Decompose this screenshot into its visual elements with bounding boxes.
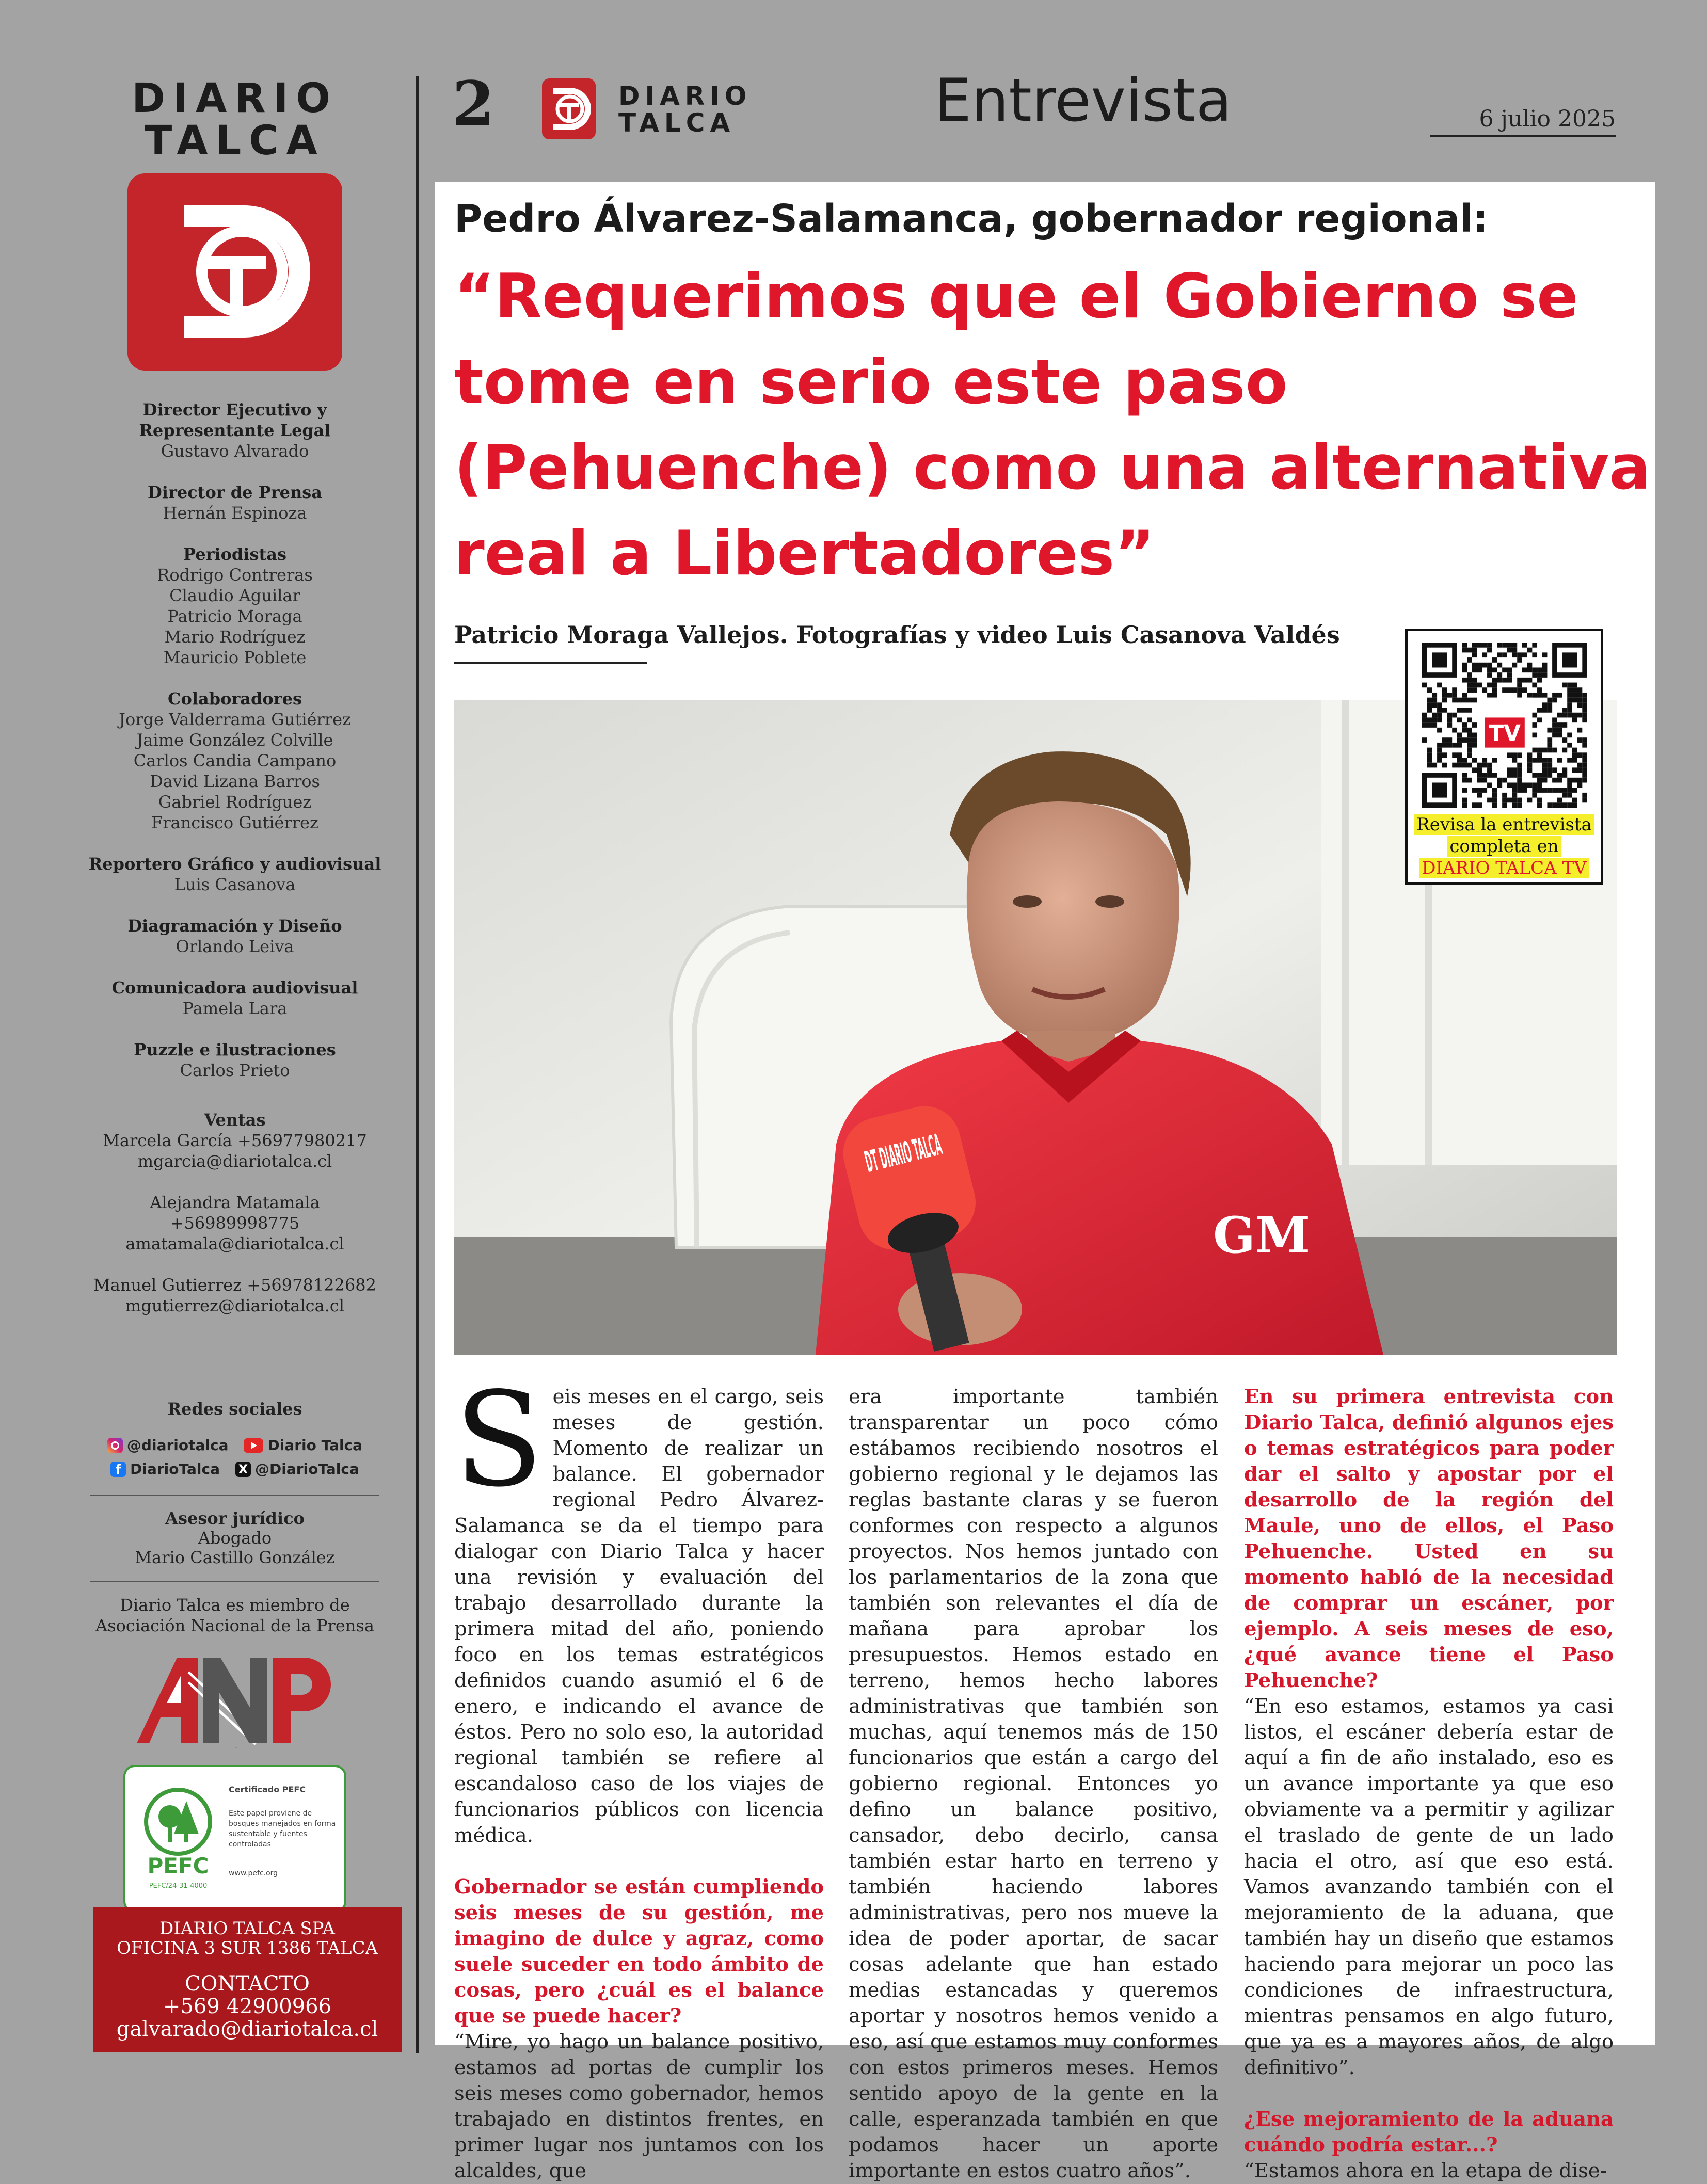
drop-cap: S [454, 1364, 544, 1516]
answer-3: “Estamos ahora en la etapa de dise- [1244, 2159, 1607, 2182]
sales-email: mgarcia@diariotalca.cl [137, 1151, 332, 1171]
legal-title: Asesor jurídico [165, 1508, 305, 1528]
qr-caption-line1: Revisa la entrevista [1414, 814, 1594, 835]
page-number: 2 [452, 68, 495, 139]
answer-1-continued: era importante también transparentar un poco cómo estábamos recibiendo nosotros el gobierno regional y le dejamos las reglas bastante claras y se fueron conformes con respecto a algunos proyectos. Nos hemos juntado con los parlamentarios de la zona que también son relevantes el día de mañana para aprobar los presupuestos. Hemos estado en terreno, hemos hecho labores administrativas que también son muchas, aquí tenemos más de 150 funcionarios que están a cargo del gobierno regional. Entonces yo defino un balance positivo, cansador, debo decirlo, cansa también estar harto en terreno y también haciendo labores administrativas, pero nos mueve la idea de poder aportar, de sacar cosas adelante que han estado medias estancadas y queremos aportar y nosotros hemos venido a eso, así que estamos muy conformes con estos primeros meses. Hemos sentido apoyo de la gente en la calle, esperanzada también en que podamos hacer un aporte importante en estos cuatro años”. [849, 1385, 1218, 2182]
social-instagram [107, 1434, 229, 1457]
sales-entry [83, 1130, 387, 1171]
issue-date: 6 julio 2025 [1430, 105, 1616, 137]
header-brand [618, 83, 752, 136]
diario-talca-logo-icon [127, 173, 342, 371]
sales-title: Ventas [204, 1110, 266, 1130]
facebook-icon: f [110, 1462, 126, 1477]
contact-email: galvarado@diariotalca.cl [116, 2017, 378, 2041]
sidebar-divider [90, 1581, 379, 1582]
social-title: Redes sociales [167, 1399, 302, 1419]
company-contact-band [93, 1907, 402, 2052]
section-title: Entrevista [934, 66, 1232, 135]
x-icon: X [235, 1462, 251, 1477]
header-brand-line1: DIARIO [618, 81, 752, 111]
sidebar-brand-line2: TALCA [145, 118, 325, 164]
staff-role: Colaboradores [168, 689, 302, 709]
member-line2: Asociación Nacional de la Prensa [95, 1616, 374, 1635]
qr-caption-line3: DIARIO TALCA TV [1419, 858, 1589, 878]
staff-role: Periodistas [183, 544, 286, 564]
staff-group [83, 854, 387, 895]
staff-group [83, 399, 387, 461]
body-column-1 [454, 1364, 824, 2184]
vertical-divider [416, 76, 419, 2053]
intro-text: eis meses en el cargo, seis meses de gestión. Momento de realizar un balance. El gobernador regional Pedro Álvarez-Salamanca se da el tiempo para dialogar con Diario Talca y hacer una revisión y evaluación del trabajo desarrollado durante la primera mitad del año, poniendo foco en los temas estratégicos definidos cuando asumió el 6 de enero, e indicando el avance de éstos. Pero no solo eso, la autoridad regional también se refiere al escandaloso caso de los viajes de funcionarios públicos con licencia médica. [454, 1385, 824, 1847]
sales-email: amatamala@diariotalca.cl [125, 1234, 344, 1254]
svg-text:PEFC/24-31-4000: PEFC/24-31-4000 [149, 1882, 208, 1890]
masthead-sidebar [83, 77, 387, 1913]
svg-text:PEFC: PEFC [147, 1853, 209, 1878]
contact-phone: +569 42900966 [163, 1995, 332, 2018]
facebook-handle: DiarioTalca [130, 1460, 220, 1478]
intro-paragraph [454, 1364, 824, 1849]
svg-text:ANP: ANP [235, 1748, 237, 1749]
staff-role: Diagramación y Diseño [127, 916, 342, 936]
instagram-icon [107, 1438, 123, 1453]
body-column-3 [1244, 1384, 1614, 2184]
question-3: ¿Ese mejoramiento de la aduana cuándo podría estar...? [1244, 2108, 1614, 2157]
social-networks [83, 1399, 387, 1481]
staff-name: Patricio Moraga [167, 606, 302, 626]
staff-role: Reportero Gráfico y audiovisual [88, 854, 381, 874]
staff-name: Rodrigo Contreras [157, 565, 313, 585]
social-facebook [110, 1457, 220, 1481]
company-name: DIARIO TALCA SPA [159, 1918, 335, 1939]
staff-name: Luis Casanova [174, 875, 296, 894]
sales-entry [83, 1275, 387, 1316]
staff-credits [83, 399, 387, 1081]
sales-name-phone: Alejandra Matamala +56989998775 [150, 1193, 320, 1233]
social-row-1 [83, 1434, 387, 1457]
qr-code-icon[interactable] [1422, 643, 1587, 808]
article-headline: “Requerimos que el Gobierno se tome en serio este paso (Pehuenche) como una alternativa real a Libertadores” [454, 261, 1651, 589]
qr-promo[interactable] [1405, 629, 1603, 885]
anp-logo-icon [132, 1651, 338, 1749]
staff-role: Director Ejecutivo y [142, 400, 327, 420]
social-row-2 [83, 1457, 387, 1481]
staff-group [83, 688, 387, 833]
pefc-url: www.pefc.org [229, 1869, 278, 1877]
instagram-handle: @diariotalca [126, 1437, 229, 1454]
sidebar-divider [90, 1495, 379, 1496]
social-youtube [244, 1434, 362, 1457]
pefc-tree-icon [137, 1780, 219, 1899]
answer-2: “En eso estamos, estamos ya casi listos, el escáner debería estar de aquí a fin de año instalado, eso es un avance importante ya que eso obviamente va a permitir y agilizar el traslado de gente de un lado hacia el otro, así que eso está. Vamos avanzando también con el mejoramiento de la aduana, que también hay un diseño que estamos haciendo para mejorar un poco las condiciones de infraestructura, mientras pensamos en algo futuro, que ya es a mayores años, de algo definitivo”. [1244, 1695, 1614, 2079]
body-column-2 [849, 1384, 1218, 2184]
qr-caption [1408, 814, 1601, 879]
pefc-text [229, 1785, 337, 1878]
legal-name: Mario Castillo González [135, 1548, 335, 1567]
answer-1: “Mire, yo hago un balance positivo, estamos ad portas de cumplir los seis meses como gobernador, hemos trabajado en distintos frentes, en primer lugar nos juntamos con los alcaldes, que [454, 2030, 824, 2182]
staff-name: David Lizana Barros [150, 772, 320, 791]
pefc-title: Certificado PEFC [229, 1785, 306, 1794]
sales-name-phone: Marcela García +56977980217 [103, 1131, 367, 1150]
sales-entry [83, 1192, 387, 1254]
member-line1: Diario Talca es miembro de [120, 1595, 350, 1615]
staff-group [83, 544, 387, 668]
staff-group [83, 977, 387, 1019]
staff-name: Carlos Candia Campano [133, 751, 337, 770]
svg-text:GM: GM [1213, 1206, 1311, 1264]
sales-contacts [83, 1110, 387, 1316]
pefc-desc: Este papel proviene de bosques manejados en forma sustentable y fuentes controladas [229, 1809, 336, 1849]
youtube-icon [244, 1438, 263, 1453]
pefc-certificate [123, 1765, 346, 1913]
x-handle: @DiarioTalca [255, 1460, 359, 1478]
article-byline: Patricio Moraga Vallejos. Fotografías y video Luis Casanova Valdés [454, 621, 1340, 649]
staff-name: Carlos Prieto [180, 1061, 290, 1080]
article [435, 182, 1655, 2182]
byline-underline [454, 662, 647, 664]
staff-group [83, 916, 387, 957]
sales-name-phone: Manuel Gutierrez +56978122682 [93, 1275, 376, 1295]
article-kicker: Pedro Álvarez-Salamanca, gobernador regional: [454, 197, 1489, 241]
staff-name: Gabriel Rodríguez [158, 792, 312, 812]
staff-name: Jorge Valderrama Gutiérrez [119, 710, 351, 729]
staff-name: Gustavo Alvarado [161, 441, 309, 461]
legal-role: Abogado [198, 1528, 272, 1548]
sales-email: mgutierrez@diariotalca.cl [125, 1296, 344, 1315]
staff-name: Jaime González Colville [136, 730, 333, 750]
qr-badge-text: TV [1488, 720, 1521, 747]
header-logo-icon [542, 78, 596, 139]
youtube-handle: Diario Talca [267, 1437, 363, 1454]
staff-name: Francisco Gutiérrez [151, 813, 318, 832]
header-brand-line2: TALCA [618, 108, 736, 138]
company-address: OFICINA 3 SUR 1386 TALCA [116, 1938, 378, 1958]
question-1: Gobernador se están cumpliendo seis meses de su gestión, me imagino de dulce y agraz, como suele suceder en todo ámbito de cosas, pero ¿cuál es el balance que se puede hacer? [454, 1875, 824, 2028]
staff-role: Puzzle e ilustraciones [134, 1040, 336, 1059]
staff-group [83, 1039, 387, 1081]
legal-advisor [83, 1508, 387, 1567]
staff-group [83, 482, 387, 523]
social-x [235, 1457, 359, 1481]
question-2: En su primera entrevista con Diario Talca, definió algunos ejes o temas estratégicos para poder dar el salto y apostar por el desarrollo de la región del Maule, uno de ellos, el Paso Pehuenche. Usted en su momento habló de la necesidad de comprar un escáner, por ejemplo. A seis meses de eso, ¿qué avance tiene el Paso Pehuenche? [1244, 1385, 1614, 1692]
staff-name: Orlando Leiva [176, 937, 294, 956]
qr-caption-line2: completa en [1447, 836, 1560, 857]
staff-name: Pamela Lara [182, 999, 288, 1018]
staff-name: Hernán Espinoza [163, 503, 307, 523]
staff-name: Claudio Aguilar [169, 586, 300, 605]
staff-name: Mario Rodríguez [164, 627, 306, 647]
contact-title: CONTACTO [185, 1972, 310, 1996]
sidebar-brand-line1: DIARIO [132, 75, 338, 122]
staff-name: Mauricio Poblete [163, 648, 307, 667]
staff-role: Comunicadora audiovisual [111, 978, 358, 998]
staff-role: Director de Prensa [148, 483, 322, 502]
staff-role: Representante Legal [139, 421, 331, 440]
